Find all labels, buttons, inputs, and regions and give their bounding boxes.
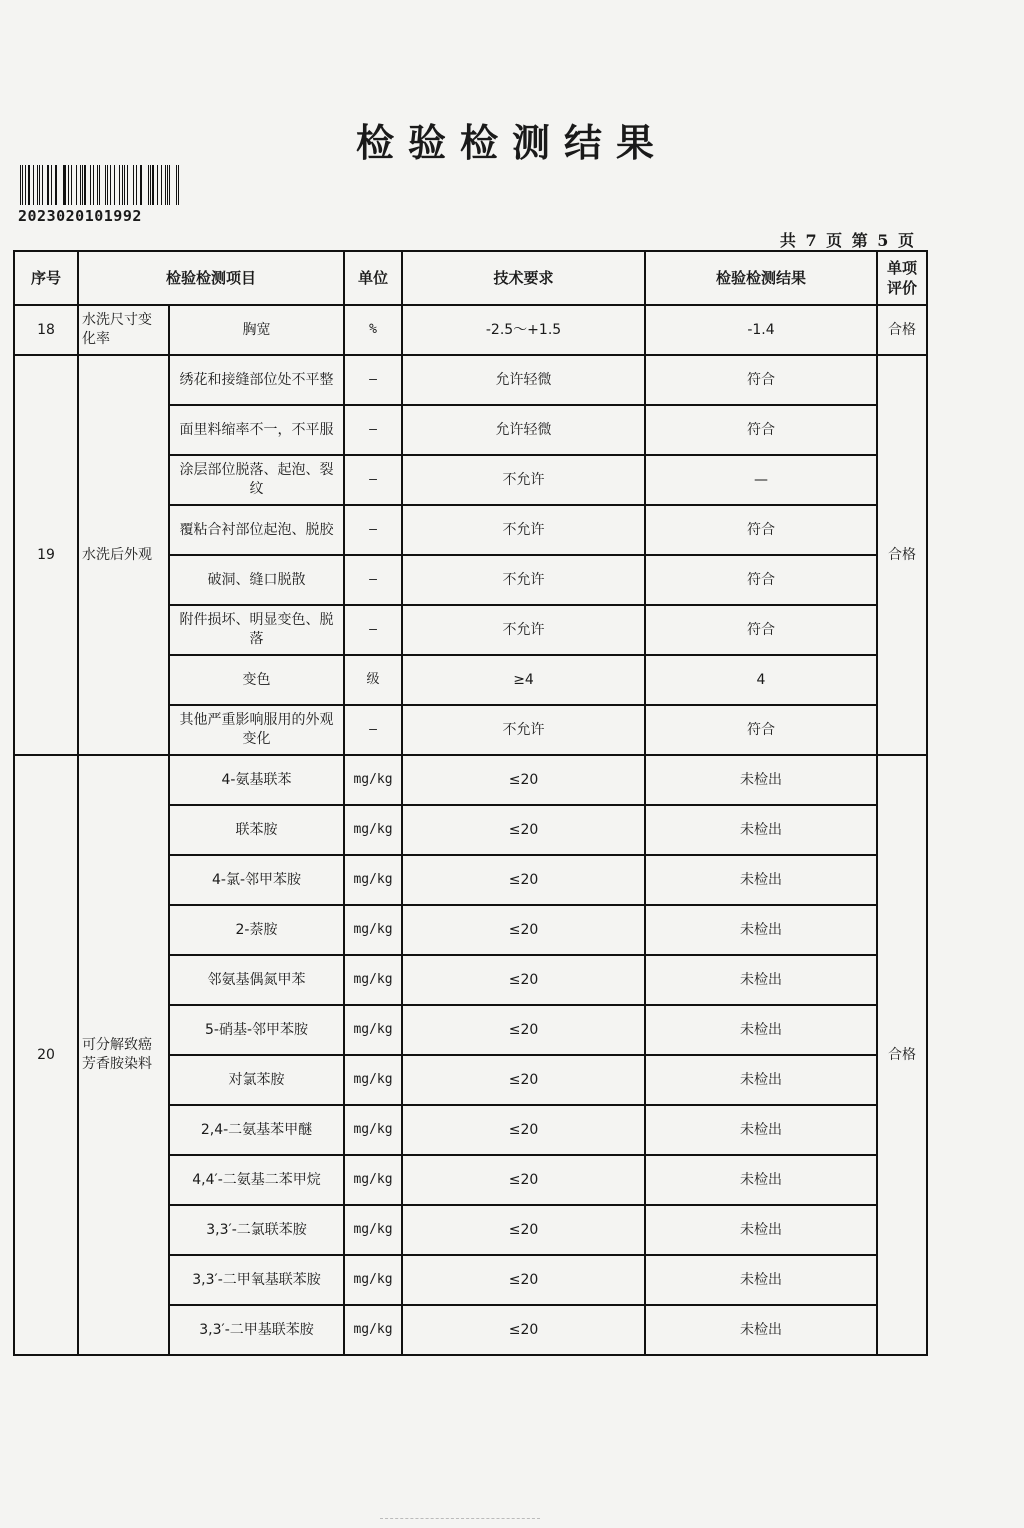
row-result: 未检出 <box>645 755 877 805</box>
row-unit: mg/kg <box>344 1305 402 1355</box>
row-unit: — <box>344 405 402 455</box>
row-result: 未检出 <box>645 955 877 1005</box>
row-item: 2-萘胺 <box>169 905 344 955</box>
row-requirement: ≤20 <box>402 805 645 855</box>
row-requirement: 不允许 <box>402 505 645 555</box>
barcode-image <box>20 165 182 205</box>
row-requirement: 不允许 <box>402 605 645 655</box>
row-seq: 18 <box>14 305 78 355</box>
row-requirement: ≤20 <box>402 1005 645 1055</box>
row-result: -1.4 <box>645 305 877 355</box>
row-requirement: ≤20 <box>402 1155 645 1205</box>
results-table <box>13 250 928 1356</box>
header-seq: 序号 <box>14 251 78 305</box>
row-requirement: 允许轻微 <box>402 355 645 405</box>
row-requirement: 不允许 <box>402 705 645 755</box>
row-item: 4-氯-邻甲苯胺 <box>169 855 344 905</box>
row-requirement: ≤20 <box>402 1305 645 1355</box>
row-unit: % <box>344 305 402 355</box>
row-unit: — <box>344 505 402 555</box>
row-category: 水洗后外观 <box>78 355 169 755</box>
row-item: 绣花和接缝部位处不平整 <box>169 355 344 405</box>
row-unit: mg/kg <box>344 1055 402 1105</box>
row-result: 未检出 <box>645 805 877 855</box>
header-evaluation: 单项评价 <box>877 251 927 305</box>
row-result: 符合 <box>645 555 877 605</box>
row-unit: mg/kg <box>344 1255 402 1305</box>
row-unit: mg/kg <box>344 755 402 805</box>
row-unit: — <box>344 455 402 505</box>
row-evaluation: 合格 <box>877 355 927 755</box>
row-unit: mg/kg <box>344 855 402 905</box>
row-unit: mg/kg <box>344 955 402 1005</box>
row-item: 变色 <box>169 655 344 705</box>
row-item: 覆粘合衬部位起泡、脱胶 <box>169 505 344 555</box>
row-result: 未检出 <box>645 1305 877 1355</box>
row-unit: mg/kg <box>344 1105 402 1155</box>
row-unit: 级 <box>344 655 402 705</box>
row-category: 水洗尺寸变化率 <box>78 305 169 355</box>
row-requirement: ≤20 <box>402 1055 645 1105</box>
page-indicator: 共 7 页 第 5 页 <box>779 231 916 250</box>
header-item: 检验检测项目 <box>78 251 344 305</box>
row-item: 3,3′-二甲基联苯胺 <box>169 1305 344 1355</box>
row-item: 附件损坏、明显变色、脱落 <box>169 605 344 655</box>
barcode-number: 2023020101992 <box>18 207 142 225</box>
row-requirement: 允许轻微 <box>402 405 645 455</box>
row-item: 3,3′-二氯联苯胺 <box>169 1205 344 1255</box>
row-result: 未检出 <box>645 1105 877 1155</box>
row-unit: mg/kg <box>344 805 402 855</box>
header-result: 检验检测结果 <box>645 251 877 305</box>
row-result: — <box>645 455 877 505</box>
row-result: 符合 <box>645 605 877 655</box>
row-item: 胸宽 <box>169 305 344 355</box>
row-result: 未检出 <box>645 1005 877 1055</box>
row-result: 4 <box>645 655 877 705</box>
row-item: 3,3′-二甲氧基联苯胺 <box>169 1255 344 1305</box>
row-requirement: ≤20 <box>402 1105 645 1155</box>
row-item: 其他严重影响服用的外观变化 <box>169 705 344 755</box>
row-unit: mg/kg <box>344 1205 402 1255</box>
row-item: 破洞、缝口脱散 <box>169 555 344 605</box>
row-result: 未检出 <box>645 1255 877 1305</box>
row-requirement: ≤20 <box>402 855 645 905</box>
row-requirement: -2.5～+1.5 <box>402 305 645 355</box>
row-seq: 19 <box>14 355 78 755</box>
row-requirement: ≤20 <box>402 755 645 805</box>
row-requirement: 不允许 <box>402 455 645 505</box>
row-evaluation: 合格 <box>877 755 927 1355</box>
row-requirement: ≤20 <box>402 1255 645 1305</box>
row-item: 5-硝基-邻甲苯胺 <box>169 1005 344 1055</box>
report-title: 检验检测结果 <box>355 120 668 165</box>
row-item: 邻氨基偶氮甲苯 <box>169 955 344 1005</box>
row-unit: mg/kg <box>344 905 402 955</box>
row-item: 联苯胺 <box>169 805 344 855</box>
row-result: 未检出 <box>645 1205 877 1255</box>
row-requirement: ≥4 <box>402 655 645 705</box>
row-requirement: ≤20 <box>402 905 645 955</box>
row-result: 未检出 <box>645 1155 877 1205</box>
row-unit: — <box>344 605 402 655</box>
row-evaluation: 合格 <box>877 305 927 355</box>
row-unit: — <box>344 555 402 605</box>
header-unit: 单位 <box>344 251 402 305</box>
table-header-row <box>14 251 927 305</box>
row-result: 符合 <box>645 355 877 405</box>
row-result: 未检出 <box>645 905 877 955</box>
table-row <box>14 755 927 805</box>
row-item: 面里料缩率不一，不平服 <box>169 405 344 455</box>
header-requirement: 技术要求 <box>402 251 645 305</box>
row-result: 符合 <box>645 405 877 455</box>
row-result: 符合 <box>645 505 877 555</box>
row-result: 未检出 <box>645 1055 877 1105</box>
row-requirement: 不允许 <box>402 555 645 605</box>
row-unit: — <box>344 355 402 405</box>
table-body <box>14 305 927 1355</box>
row-seq: 20 <box>14 755 78 1355</box>
page-bottom-mark <box>380 1518 540 1521</box>
table-row <box>14 305 927 355</box>
row-result: 未检出 <box>645 855 877 905</box>
table-row <box>14 355 927 405</box>
row-requirement: ≤20 <box>402 955 645 1005</box>
row-unit: mg/kg <box>344 1005 402 1055</box>
row-unit: mg/kg <box>344 1155 402 1205</box>
row-item: 涂层部位脱落、起泡、裂纹 <box>169 455 344 505</box>
row-item: 对氯苯胺 <box>169 1055 344 1105</box>
row-item: 4,4′-二氨基二苯甲烷 <box>169 1155 344 1205</box>
row-item: 4-氨基联苯 <box>169 755 344 805</box>
row-requirement: ≤20 <box>402 1205 645 1255</box>
row-category: 可分解致癌芳香胺染料 <box>78 755 169 1355</box>
row-result: 符合 <box>645 705 877 755</box>
row-unit: — <box>344 705 402 755</box>
row-item: 2,4-二氨基苯甲醚 <box>169 1105 344 1155</box>
